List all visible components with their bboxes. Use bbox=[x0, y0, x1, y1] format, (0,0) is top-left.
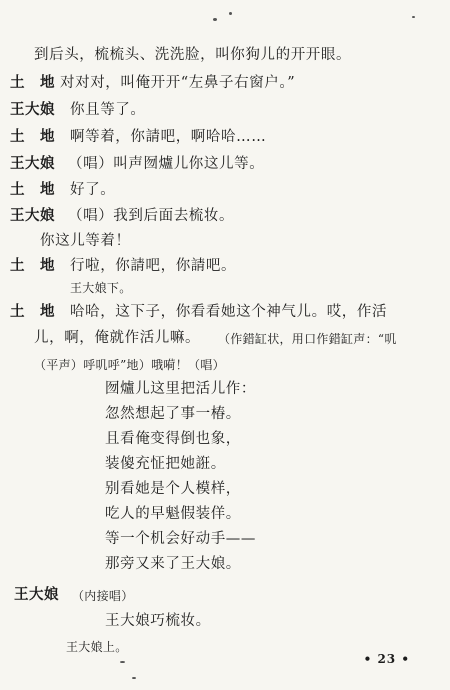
verse-line: 装傻充怔把她誑。 bbox=[105, 456, 226, 472]
text-line: （唱）叫声囫爐儿你这儿等。 bbox=[68, 156, 265, 172]
verse-line: 别看她是个人模样， bbox=[105, 481, 241, 497]
speaker-label: 王大娘 bbox=[10, 101, 55, 118]
verse-line: 王大娘巧梳妆。 bbox=[105, 613, 211, 629]
text-line: 对对对，叫俺开开“左鼻子右窗户。” bbox=[60, 75, 296, 91]
print-speck bbox=[120, 661, 125, 663]
print-speck bbox=[213, 18, 217, 21]
text-line: （唱）我到后面去梳妆。 bbox=[68, 208, 235, 224]
speaker-label: 王大娘 bbox=[10, 207, 55, 224]
verse-line: 且看俺变得倒也象， bbox=[105, 431, 241, 447]
text-line: 啊等着，你請吧，啊哈哈…… bbox=[70, 129, 267, 145]
verse-line: 忽然想起了事一椿。 bbox=[105, 406, 241, 422]
print-speck bbox=[132, 677, 136, 679]
text-line: 好了。 bbox=[70, 182, 116, 198]
verse-line: 吃人的早魁假装佯。 bbox=[105, 506, 241, 522]
verse-line: 等一个机会好动手—— bbox=[105, 531, 256, 547]
text-line: 你这儿等着！ bbox=[40, 233, 131, 249]
print-speck bbox=[412, 16, 415, 18]
speaker-label: 土 地 bbox=[10, 303, 55, 320]
text-line: 哈哈，这下子，你看看她这个神气儿。哎，作活 bbox=[70, 304, 388, 320]
text-line: 儿，啊，俺就作活儿嘛。 bbox=[34, 330, 201, 346]
verse-line: 那旁又来了王大娘。 bbox=[105, 556, 241, 572]
page-number: • 23 • bbox=[363, 652, 410, 666]
speaker-label: 王大娘 bbox=[14, 586, 59, 603]
stage-direction: （作錯缸状，用口作錯缸声：“叽 bbox=[218, 332, 397, 346]
stage-direction: 王大娘上。 bbox=[66, 640, 128, 654]
speaker-label: 王大娘 bbox=[10, 155, 55, 172]
print-speck bbox=[229, 12, 232, 15]
speaker-label: 土 地 bbox=[10, 181, 55, 198]
stage-direction: （平声）呼叽呼”地）哦嗬！（唱） bbox=[34, 358, 225, 372]
verse-line: 囫爐儿这里把活儿作： bbox=[105, 381, 256, 397]
text-line: 你且等了。 bbox=[70, 102, 146, 118]
stage-direction: 王大娘下。 bbox=[70, 281, 132, 295]
text-line: 到后头，梳梳头、洗洗脸，叫你狗儿的开开眼。 bbox=[34, 47, 352, 63]
speaker-label: 土 地 bbox=[10, 257, 55, 274]
text-line: 行啦，你請吧，你請吧。 bbox=[70, 258, 237, 274]
stage-direction: （内接唱） bbox=[72, 589, 134, 603]
speaker-label: 土 地 bbox=[10, 74, 55, 91]
speaker-label: 土 地 bbox=[10, 128, 55, 145]
